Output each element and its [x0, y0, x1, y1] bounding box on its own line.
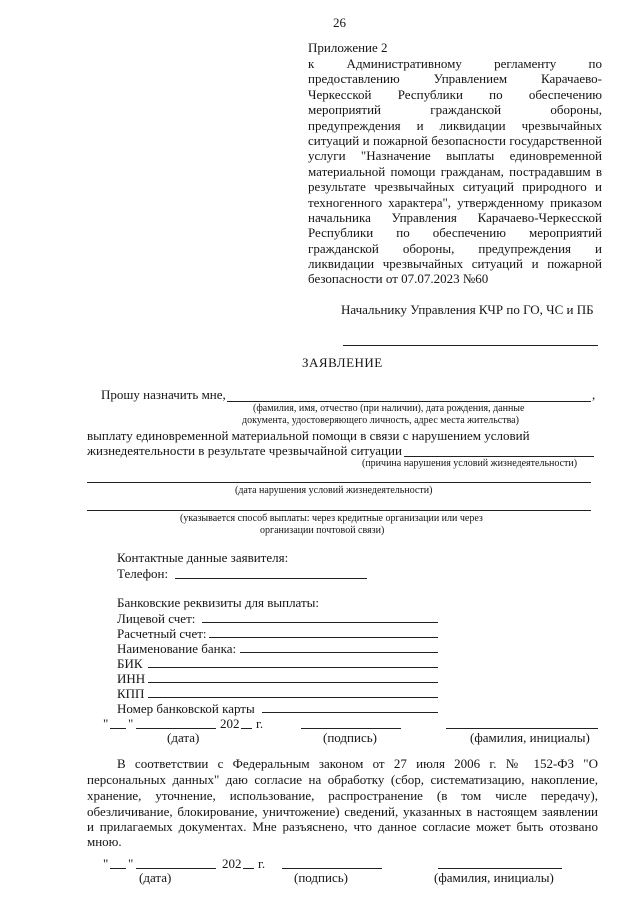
appendix-line: Черкесской Республики по обеспечению	[308, 86, 602, 102]
year-field[interactable]	[243, 868, 254, 869]
document-heading: ЗАЯВЛЕНИЕ	[302, 355, 383, 370]
bank-field-label: ИНН	[117, 671, 146, 686]
appendix-last-line: безопасности от 07.07.2023 №60	[308, 271, 489, 286]
appendix-line: материальной помощи гражданам, пострадавшим в	[308, 163, 602, 179]
bank-field-label: КПП	[117, 686, 145, 701]
appendix-line: предупреждения и ликвидации чрезвычайных	[308, 117, 602, 133]
payment-method-line[interactable]	[87, 510, 591, 511]
personal-account-field[interactable]	[202, 622, 438, 623]
consent-line: персональных данных" даю согласие на обработку (сбор, систематизацию, накопление,	[87, 772, 598, 787]
quote-close: "	[128, 716, 134, 731]
request-prefix: Прошу назначить мне,	[101, 387, 226, 402]
applicant-data-line[interactable]	[227, 401, 591, 402]
page-number: 26	[333, 15, 346, 30]
request-text-1: выплату единовременной материальной помощи в связи с нарушением условий	[87, 428, 530, 443]
year-prefix: 202	[220, 716, 240, 731]
addressee-line	[343, 345, 598, 346]
month-field[interactable]	[136, 728, 216, 729]
consent-line: и прилагаемых документах. Мне разъяснено, что данное согласие может быть отозвано	[87, 819, 598, 834]
appendix-line: услуги "Назначение выплаты единовременной	[308, 148, 602, 164]
phone-field[interactable]	[175, 578, 367, 579]
appendix-line: ситуаций и пожарной безопасности государственной	[308, 133, 602, 148]
request-comma: ,	[592, 387, 596, 402]
addressee: Начальнику Управления КЧР по ГО, ЧС и ПБ	[341, 302, 594, 317]
name-field[interactable]	[438, 868, 562, 869]
signature-field[interactable]	[301, 728, 401, 729]
card-number-field[interactable]	[262, 712, 438, 713]
reason-hint: (причина нарушения условий жизнедеятельности)	[362, 458, 578, 469]
date-of-violation-line[interactable]	[87, 482, 591, 483]
inn-field[interactable]	[148, 682, 438, 683]
request-text-2: жизнедеятельности в результате чрезвычайной ситуации	[87, 443, 402, 458]
bank-field-label: БИК	[117, 656, 143, 671]
appendix-line: начальника Управления Карачаево-Черкесской	[308, 210, 602, 225]
bank-name-field[interactable]	[240, 652, 438, 653]
contacts-title: Контактные данные заявителя:	[117, 550, 289, 565]
payment-method-hint-2: организации почтовой связи)	[260, 525, 385, 536]
signature-label: (подпись)	[294, 870, 348, 885]
kpp-field[interactable]	[148, 697, 438, 698]
appendix-line: предоставлению Управлением Карачаево-	[308, 71, 602, 87]
reason-line[interactable]	[404, 456, 594, 457]
bank-field-label: Номер банковской карты	[117, 701, 255, 716]
appendix-line: техногенного характера", утвержденному приказом	[308, 194, 602, 210]
date-label: (дата)	[139, 870, 172, 885]
applicant-hint-1: (фамилия, имя, отчество (при наличии), дата рождения, данные	[253, 403, 525, 414]
consent-line: хранение, уточнение, использование, распространение (в том числе передачу),	[87, 788, 598, 803]
date-of-violation-hint: (дата нарушения условий жизнедеятельности)	[235, 485, 433, 496]
bik-field[interactable]	[148, 667, 438, 668]
name-field[interactable]	[446, 728, 598, 729]
settlement-account-field[interactable]	[209, 637, 438, 638]
consent-line: обезличивание, блокирование, уничтожение) сведений, указанных в настоящем заявлении	[87, 804, 598, 819]
year-field[interactable]	[241, 728, 252, 729]
appendix-line: Республики по обеспечению мероприятий	[308, 225, 602, 241]
day-field[interactable]	[110, 728, 126, 729]
bank-field-label: Расчетный счет:	[117, 626, 207, 641]
name-label: (фамилия, инициалы)	[470, 730, 590, 745]
appendix-line: ликвидации чрезвычайных ситуаций и пожарной	[308, 256, 602, 272]
day-field[interactable]	[110, 868, 126, 869]
appendix-title: Приложение 2	[308, 40, 388, 55]
quote-open: "	[103, 716, 109, 731]
phone-label: Телефон:	[117, 566, 169, 581]
year-prefix: 202	[222, 856, 242, 871]
year-suffix: г.	[258, 856, 266, 871]
bank-title: Банковские реквизиты для выплаты:	[117, 595, 320, 610]
year-suffix: г.	[256, 716, 264, 731]
applicant-hint-2: документа, удостоверяющего личность, адрес места жительства)	[242, 415, 519, 426]
name-label: (фамилия, инициалы)	[434, 870, 554, 885]
signature-label: (подпись)	[323, 730, 377, 745]
appendix-line: гражданской обороны, предупреждения и	[308, 240, 602, 256]
quote-close: "	[128, 856, 134, 871]
appendix-line: к Административному регламенту по	[308, 56, 602, 71]
consent-line: В соответствии с Федеральным законом от 27 июля 2006 г. № 152-ФЗ "О	[117, 756, 598, 771]
appendix-line: мероприятий гражданской обороны,	[308, 102, 602, 118]
quote-open: "	[103, 856, 109, 871]
bank-field-label: Наименование банка:	[117, 641, 237, 656]
payment-method-hint-1: (указывается способ выплаты: через кредитные организации или через	[180, 513, 483, 524]
bank-field-label: Лицевой счет:	[117, 611, 196, 626]
month-field[interactable]	[136, 868, 216, 869]
date-label: (дата)	[167, 730, 200, 745]
signature-field[interactable]	[282, 868, 382, 869]
appendix-line: результате чрезвычайных ситуаций природного и	[308, 179, 602, 195]
consent-last-line: мною.	[87, 834, 122, 849]
